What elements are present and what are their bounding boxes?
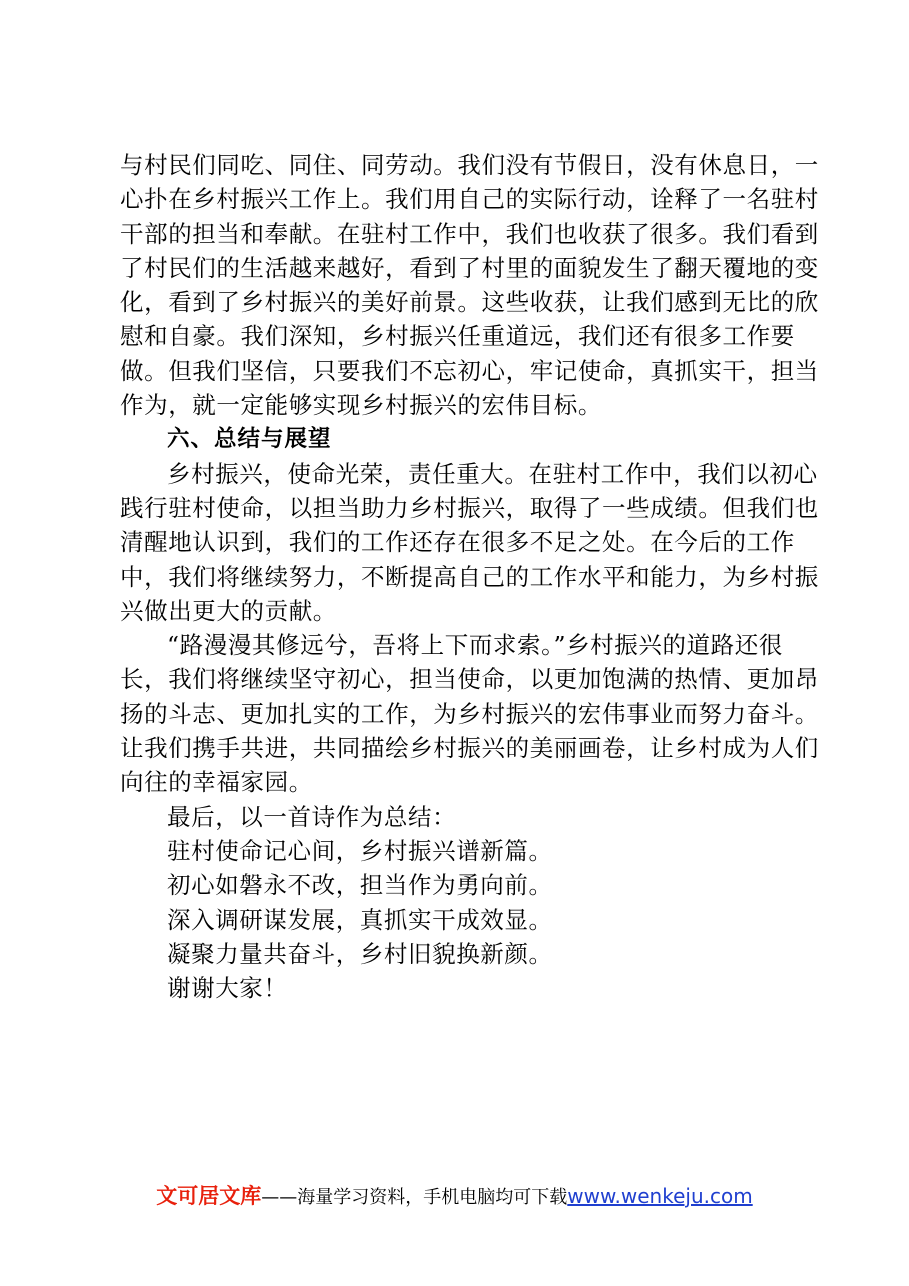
footer-tagline: ——海量学习资料，手机电脑均可下载 [261, 1187, 568, 1208]
footer-brand: 文可居文库 [156, 1184, 262, 1208]
footer-banner [0, 1182, 909, 1212]
document-body [120, 148, 820, 1005]
poem-line-2: 初心如磐永不改，担当作为勇向前。 [167, 871, 553, 900]
poem-line-4: 凝聚力量共奋斗，乡村旧貌换新颜。 [167, 939, 553, 968]
paragraph-continued: 与村民们同吃、同住、同劳动。我们没有节假日，没有休息日，一心扑在乡村振兴工作上。我们用自己的实际行动，诠释了一名驻村干部的担当和奉献。在驻村工作中，我们也收获了很多。我们看到了村民们的生活越来越好，看到了村里的面貌发生了翻天覆地的变化，看到了乡村振兴的美好前景。这些收获，让我们感到无比的欣慰和自豪。我们深知，乡村振兴任重道远，我们还有很多工作要做。但我们坚信，只要我们不忘初心，牢记使命，真抓实干，担当作为，就一定能够实现乡村振兴的宏伟目标。 [120, 151, 819, 420]
closing-thanks: 谢谢大家！ [167, 974, 288, 1003]
section-heading: 六、总结与展望 [167, 426, 332, 453]
closing-intro: 最后，以一首诗作为总结： [167, 802, 457, 831]
paragraph-quote: “路漫漫其修远兮，吾将上下而求索。”乡村振兴的道路还很长，我们将继续坚守初心，担当使命，以更加饱满的热情、更加昂扬的斗志、更加扎实的工作，为乡村振兴的宏伟事业而努力奋斗。让我们携手共进，共同描绘乡村振兴的美丽画卷，让乡村成为人们向往的幸福家园。 [120, 631, 819, 797]
footer-website-link[interactable]: www.wenkeju.com [567, 1184, 753, 1208]
paragraph-summary: 乡村振兴，使命光荣，责任重大。在驻村工作中，我们以初心践行驻村使命，以担当助力乡村振兴，取得了一些成绩。但我们也清醒地认识到，我们的工作还存在很多不足之处。在今后的工作中，我们将继续努力，不断提高自己的工作水平和能力，为乡村振兴做出更大的贡献。 [120, 459, 819, 625]
poem-line-3: 深入调研谋发展，真抓实干成效显。 [167, 905, 553, 934]
poem-line-1: 驻村使命记心间，乡村振兴谱新篇。 [167, 836, 553, 865]
